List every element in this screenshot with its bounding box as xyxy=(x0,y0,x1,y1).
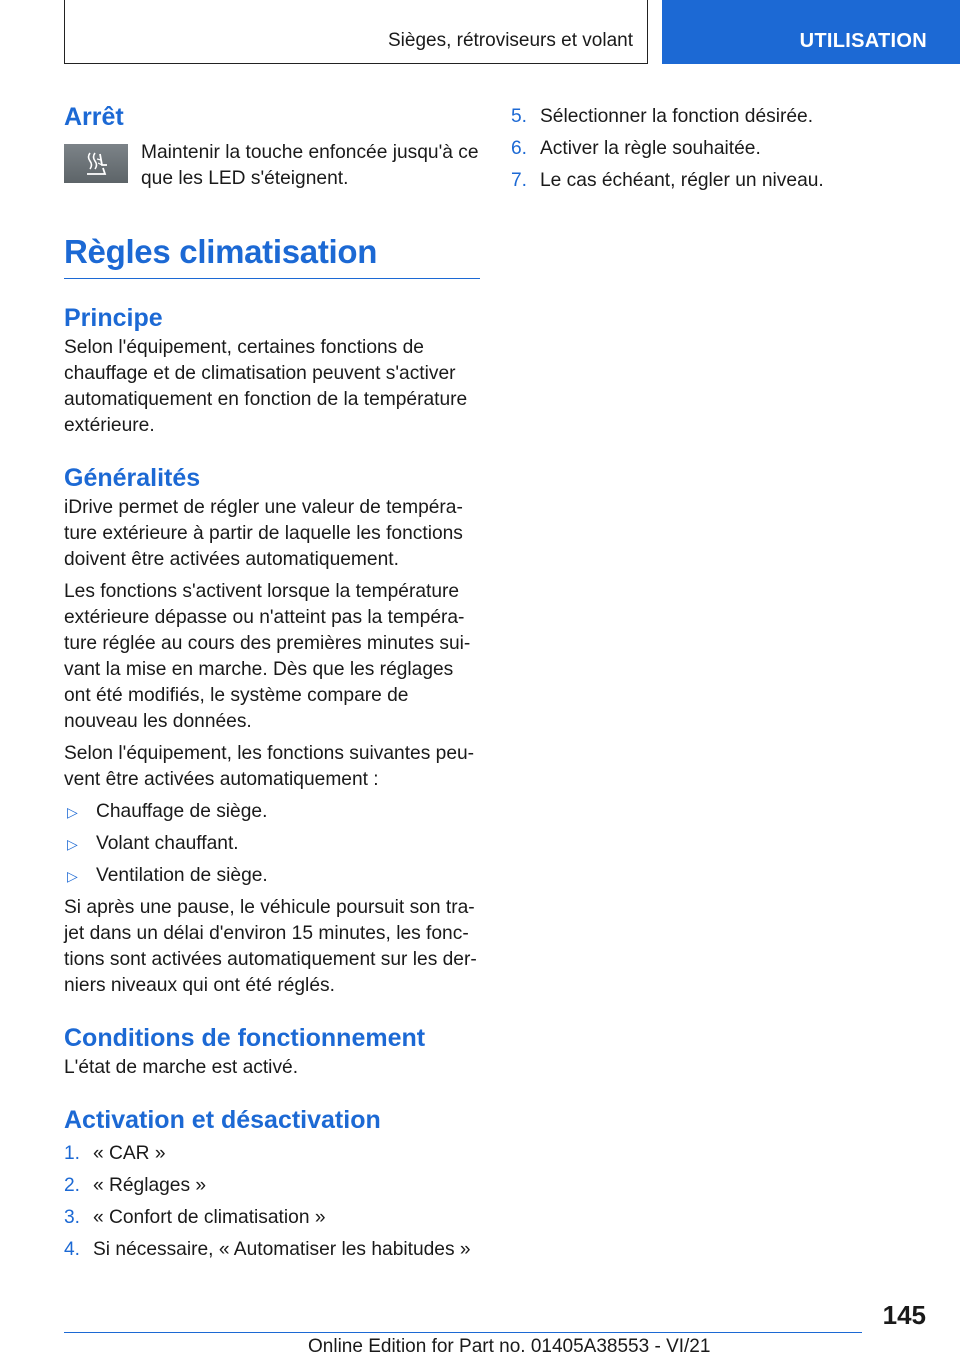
section-title: Règles climatisation xyxy=(64,233,378,270)
list-item: 5. Sélectionner la fonction désirée. xyxy=(511,106,814,127)
list-item: 3. « Confort de climatisation » xyxy=(64,1207,326,1228)
header-chapter-title: UTILISATION xyxy=(799,30,927,52)
list-item: 7. Le cas échéant, régler un niveau. xyxy=(511,170,824,191)
header-section-title: Sièges, rétroviseurs et volant xyxy=(387,30,633,51)
principe-text: Selon l'équipement, certaines fonctions de chauffage et de climatisation peuvent s'activer automatiquement en fonction de la température extérieure. xyxy=(64,337,468,436)
list-item: 6. Activer la règle souhaitée. xyxy=(511,138,761,159)
footer-edition: Online Edition for Part no. 01405A38553 - VI/21 xyxy=(308,1336,711,1357)
generalites-p1: iDrive permet de régler une valeur de tempéra-ture extérieure à partir de laquelle les fonctions doivent être activées automatiquement. xyxy=(64,497,463,570)
triangle-bullet-icon: ▷ xyxy=(67,868,78,884)
generalites-p2: Les fonctions s'activent lorsque la température extérieure dépasse ou n'atteint pas la tempéra-ture réglée au cours des premières minutes sui-vant la mise en marche. Dès que les réglages ont été modifiés, le système compare de nouveau les données. xyxy=(64,581,471,732)
feature-list xyxy=(64,799,480,889)
header-chapter-box xyxy=(662,0,960,64)
conditions-text: L'état de marche est activé. xyxy=(64,1057,299,1078)
list-item: ▷ Ventilation de siège. xyxy=(64,863,480,889)
list-item: 1. « CAR » xyxy=(64,1143,166,1164)
arret-row xyxy=(64,140,480,192)
activation-heading: Activation et désactivation xyxy=(64,1106,381,1134)
seat-climate-icon xyxy=(64,144,128,183)
list-item: ▷ Volant chauffant. xyxy=(64,831,480,857)
arret-heading: Arrêt xyxy=(64,103,124,131)
generalites-heading: Généralités xyxy=(64,464,201,492)
list-item: ▷ Chauffage de siège. xyxy=(64,799,480,825)
left-column xyxy=(64,100,480,1269)
footer-rule xyxy=(64,1332,862,1333)
header-section-box xyxy=(64,0,648,64)
principe-heading: Principe xyxy=(64,304,163,332)
conditions-heading: Conditions de fonctionnement xyxy=(64,1024,426,1052)
list-item: 2. « Réglages » xyxy=(64,1175,207,1196)
activation-steps-left xyxy=(64,1141,480,1263)
activation-steps-right xyxy=(511,104,911,194)
generalites-p3: Selon l'équipement, les fonctions suivantes peu-vent être activées automatiquement : xyxy=(64,743,475,790)
page-number: 145 xyxy=(882,1300,926,1330)
section-title-rule xyxy=(64,278,480,279)
triangle-bullet-icon: ▷ xyxy=(67,836,78,852)
arret-text: Maintenir la touche enfoncée jusqu'à ce que les LED s'éteignent. xyxy=(141,142,479,189)
right-column xyxy=(511,100,911,200)
triangle-bullet-icon: ▷ xyxy=(67,804,78,820)
generalites-p4: Si après une pause, le véhicule poursuit son tra-jet dans un délai d'environ 15 minutes, les fonc-tions sont activées automatiquement sur les der-niers niveaux qui ont été réglés. xyxy=(64,897,477,996)
list-item: 4. Si nécessaire, « Automatiser les habitudes » xyxy=(64,1239,471,1260)
